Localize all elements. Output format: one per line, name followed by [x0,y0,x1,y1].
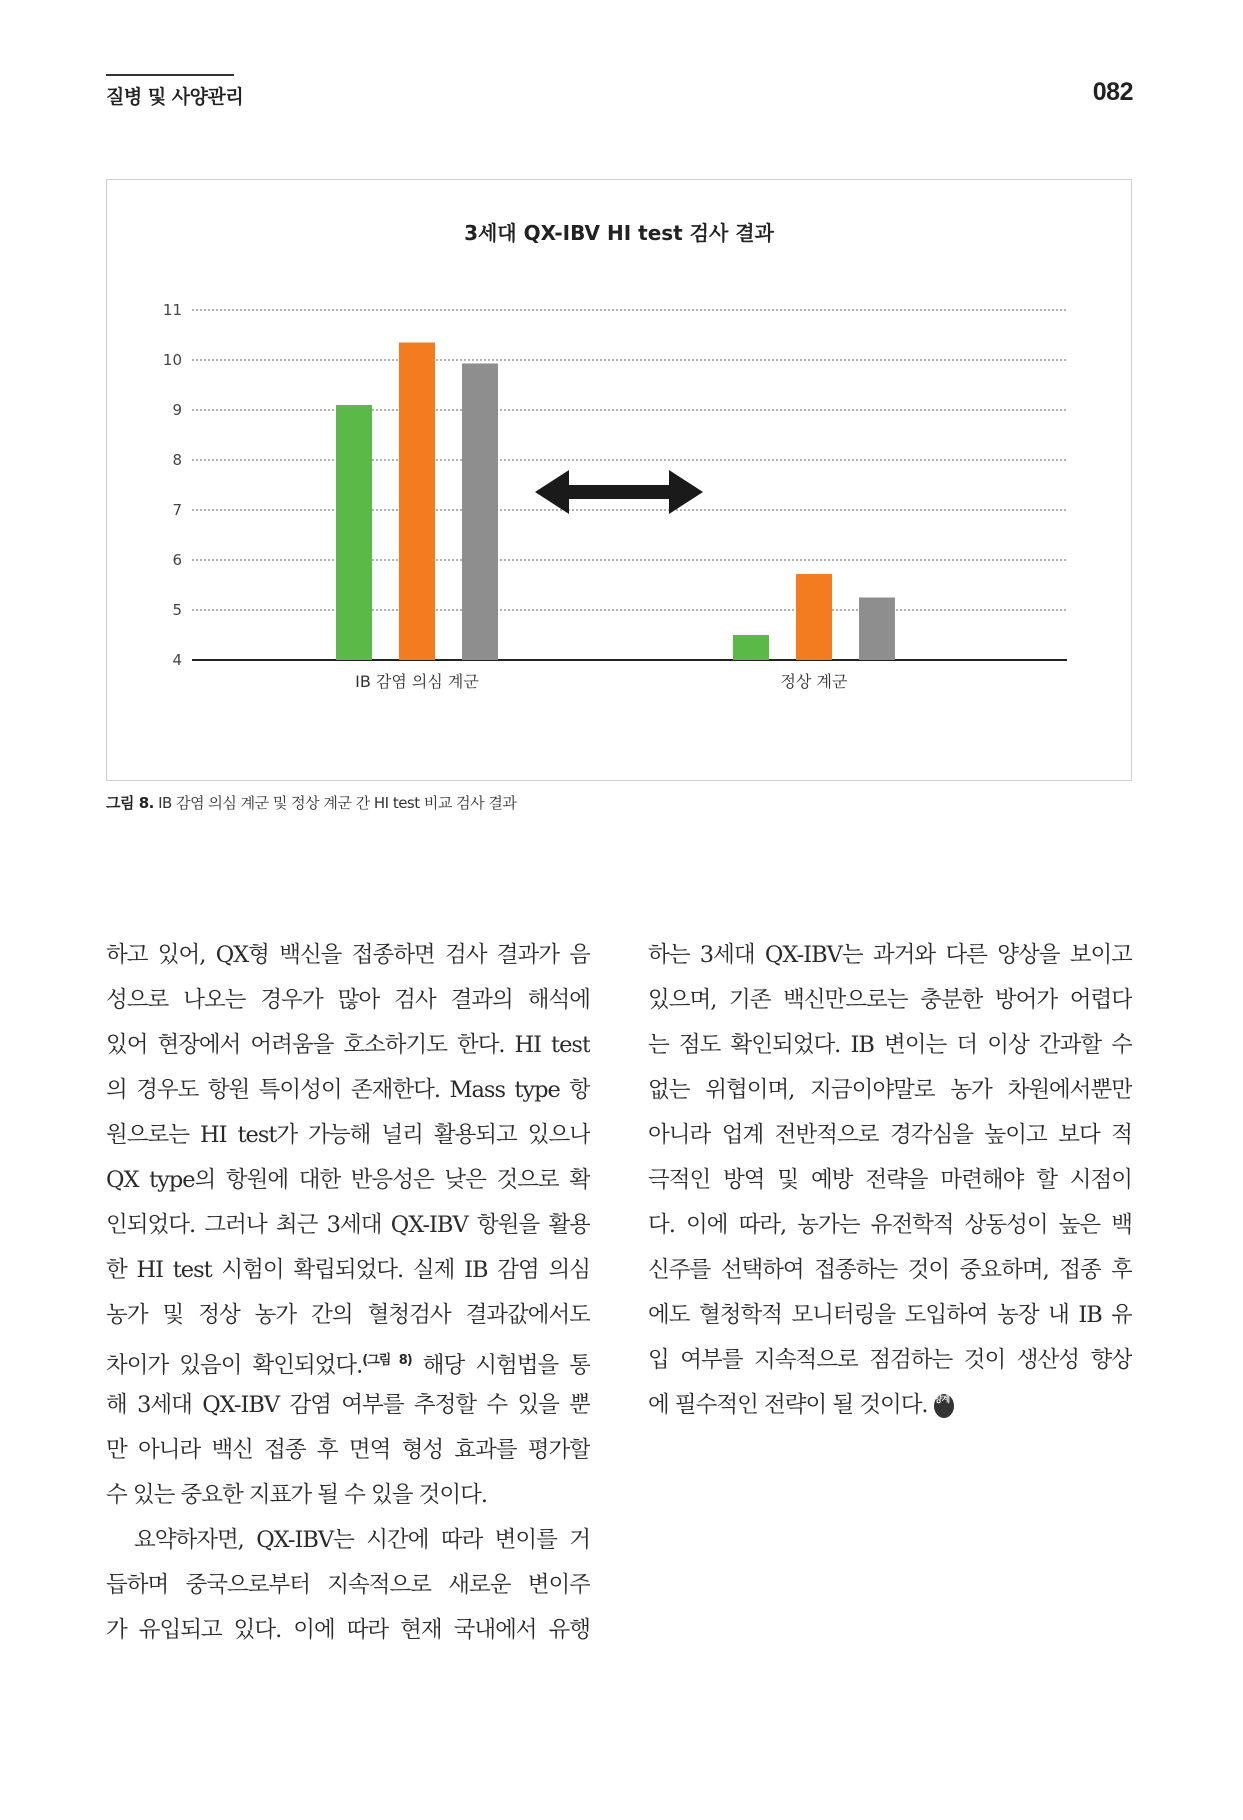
y-tick-label: 6 [172,551,182,569]
text-line: 는 점도 확인되었다. IB 변이는 더 이상 간과할 수 [648,1032,1132,1058]
text-line: 농가 및 정상 농가 간의 혈청검사 결과값에서도 [106,1302,590,1328]
figure-caption [106,792,516,813]
bar-series-1 [336,405,372,660]
page-number: 082 [1092,78,1133,106]
bar-series-3 [859,598,895,661]
bar-series-1 [733,635,769,660]
text-line: 에도 혈청학적 모니터링을 도입하여 농장 내 IB 유 [648,1302,1132,1328]
chart-title: 3세대 QX-IBV HI test 검사 결과 [464,221,774,245]
text-line: 원으로는 HI test가 가능해 널리 활용되고 있으나 [106,1122,590,1148]
text-line: 수 있는 중요한 지표가 될 수 있을 것이다. [106,1482,487,1508]
text-line: 없는 위협이며, 지금이야말로 농가 차원에서뿐만 [648,1077,1132,1103]
y-tick-label: 9 [172,401,182,419]
header-rule [106,74,234,76]
text-line: 성으로 나오는 경우가 많아 검사 결과의 해석에 [106,987,590,1013]
text-line: 극적인 방역 및 예방 전략을 마련해야 할 시점이 [648,1167,1132,1193]
text-line: 하고 있어, QX형 백신을 접종하면 검사 결과가 음 [106,942,590,968]
text-line: 가 유입되고 있다. 이에 따라 현재 국내에서 유행 [106,1617,590,1643]
text-line: 신주를 선택하여 접종하는 것이 중요하며, 접종 후 [648,1257,1132,1283]
text-line-with-reference [106,1338,590,1383]
bar-series-2 [399,343,435,661]
text-line: 하는 3세대 QX-IBV는 과거와 다른 양상을 보이고 [648,942,1132,968]
text-fragment: 해당 시험법을 통 [411,1352,590,1379]
y-tick-label: 11 [162,301,182,319]
body-column-right [648,933,1132,1428]
text-line: 다. 이에 따라, 농가는 유전학적 상동성이 높은 백 [648,1212,1132,1238]
text-line: 있어 현장에서 어려움을 호소하기도 한다. HI test [106,1032,590,1058]
figure-reference: (그림 8) [362,1353,412,1368]
text-line: 인되었다. 그러나 최근 3세대 QX-IBV 항원을 활용 [106,1212,590,1238]
text-line: 요약하자면, QX-IBV는 시간에 따라 변이를 거 [134,1527,590,1553]
text-line: 의 경우도 항원 특이성이 존재한다. Mass type 항 [106,1077,590,1103]
text-line: 입 여부를 지속적으로 점검하는 것이 생산성 향상 [648,1347,1132,1373]
caption-text: IB 감염 의심 계군 및 정상 계군 간 HI test 비교 검사 결과 [153,794,517,812]
text-line: 해 3세대 QX-IBV 감염 여부를 추정할 수 있을 뿐 [106,1392,590,1418]
y-tick-label: 5 [172,601,182,619]
text-line: QX type의 항원에 대한 반응성은 낮은 것으로 확 [106,1167,590,1193]
y-tick-label: 4 [172,651,182,669]
x-category-label: IB 감염 의심 계군 [355,672,479,691]
body-column-left [106,933,590,1653]
bar-series-2 [796,574,832,660]
text-line: 아니라 업계 전반적으로 경각심을 높이고 보다 적 [648,1122,1132,1148]
caption-label: 그림 8. [106,794,154,812]
text-line: 듭하며 중국으로부터 지속적으로 새로운 변이주 [106,1572,590,1598]
figure-frame [106,179,1132,781]
bar-series-3 [462,364,498,661]
text-line-final [648,1383,1132,1428]
y-tick-label: 7 [172,501,182,519]
double-arrow-icon [535,470,703,514]
y-tick-label: 8 [172,451,182,469]
section-title: 질병 및 사양관리 [106,86,244,108]
text-line: 있으며, 기존 백신만으로는 충분한 방어가 어렵다 [648,987,1132,1013]
y-tick-label: 10 [162,351,182,369]
bar-chart [107,180,1131,780]
text-line: 한 HI test 시험이 확립되었다. 실제 IB 감염 의심 [106,1257,590,1283]
text-line: 만 아니라 백신 접종 후 면역 형성 효과를 평가할 [106,1437,590,1463]
text-fragment: 에 필수적인 전략이 될 것이다. [648,1392,928,1418]
x-category-label: 정상 계군 [780,672,848,691]
text-fragment: 차이가 있음이 확인되었다. [106,1352,363,1379]
end-mark-icon: 양계 [934,1394,954,1418]
